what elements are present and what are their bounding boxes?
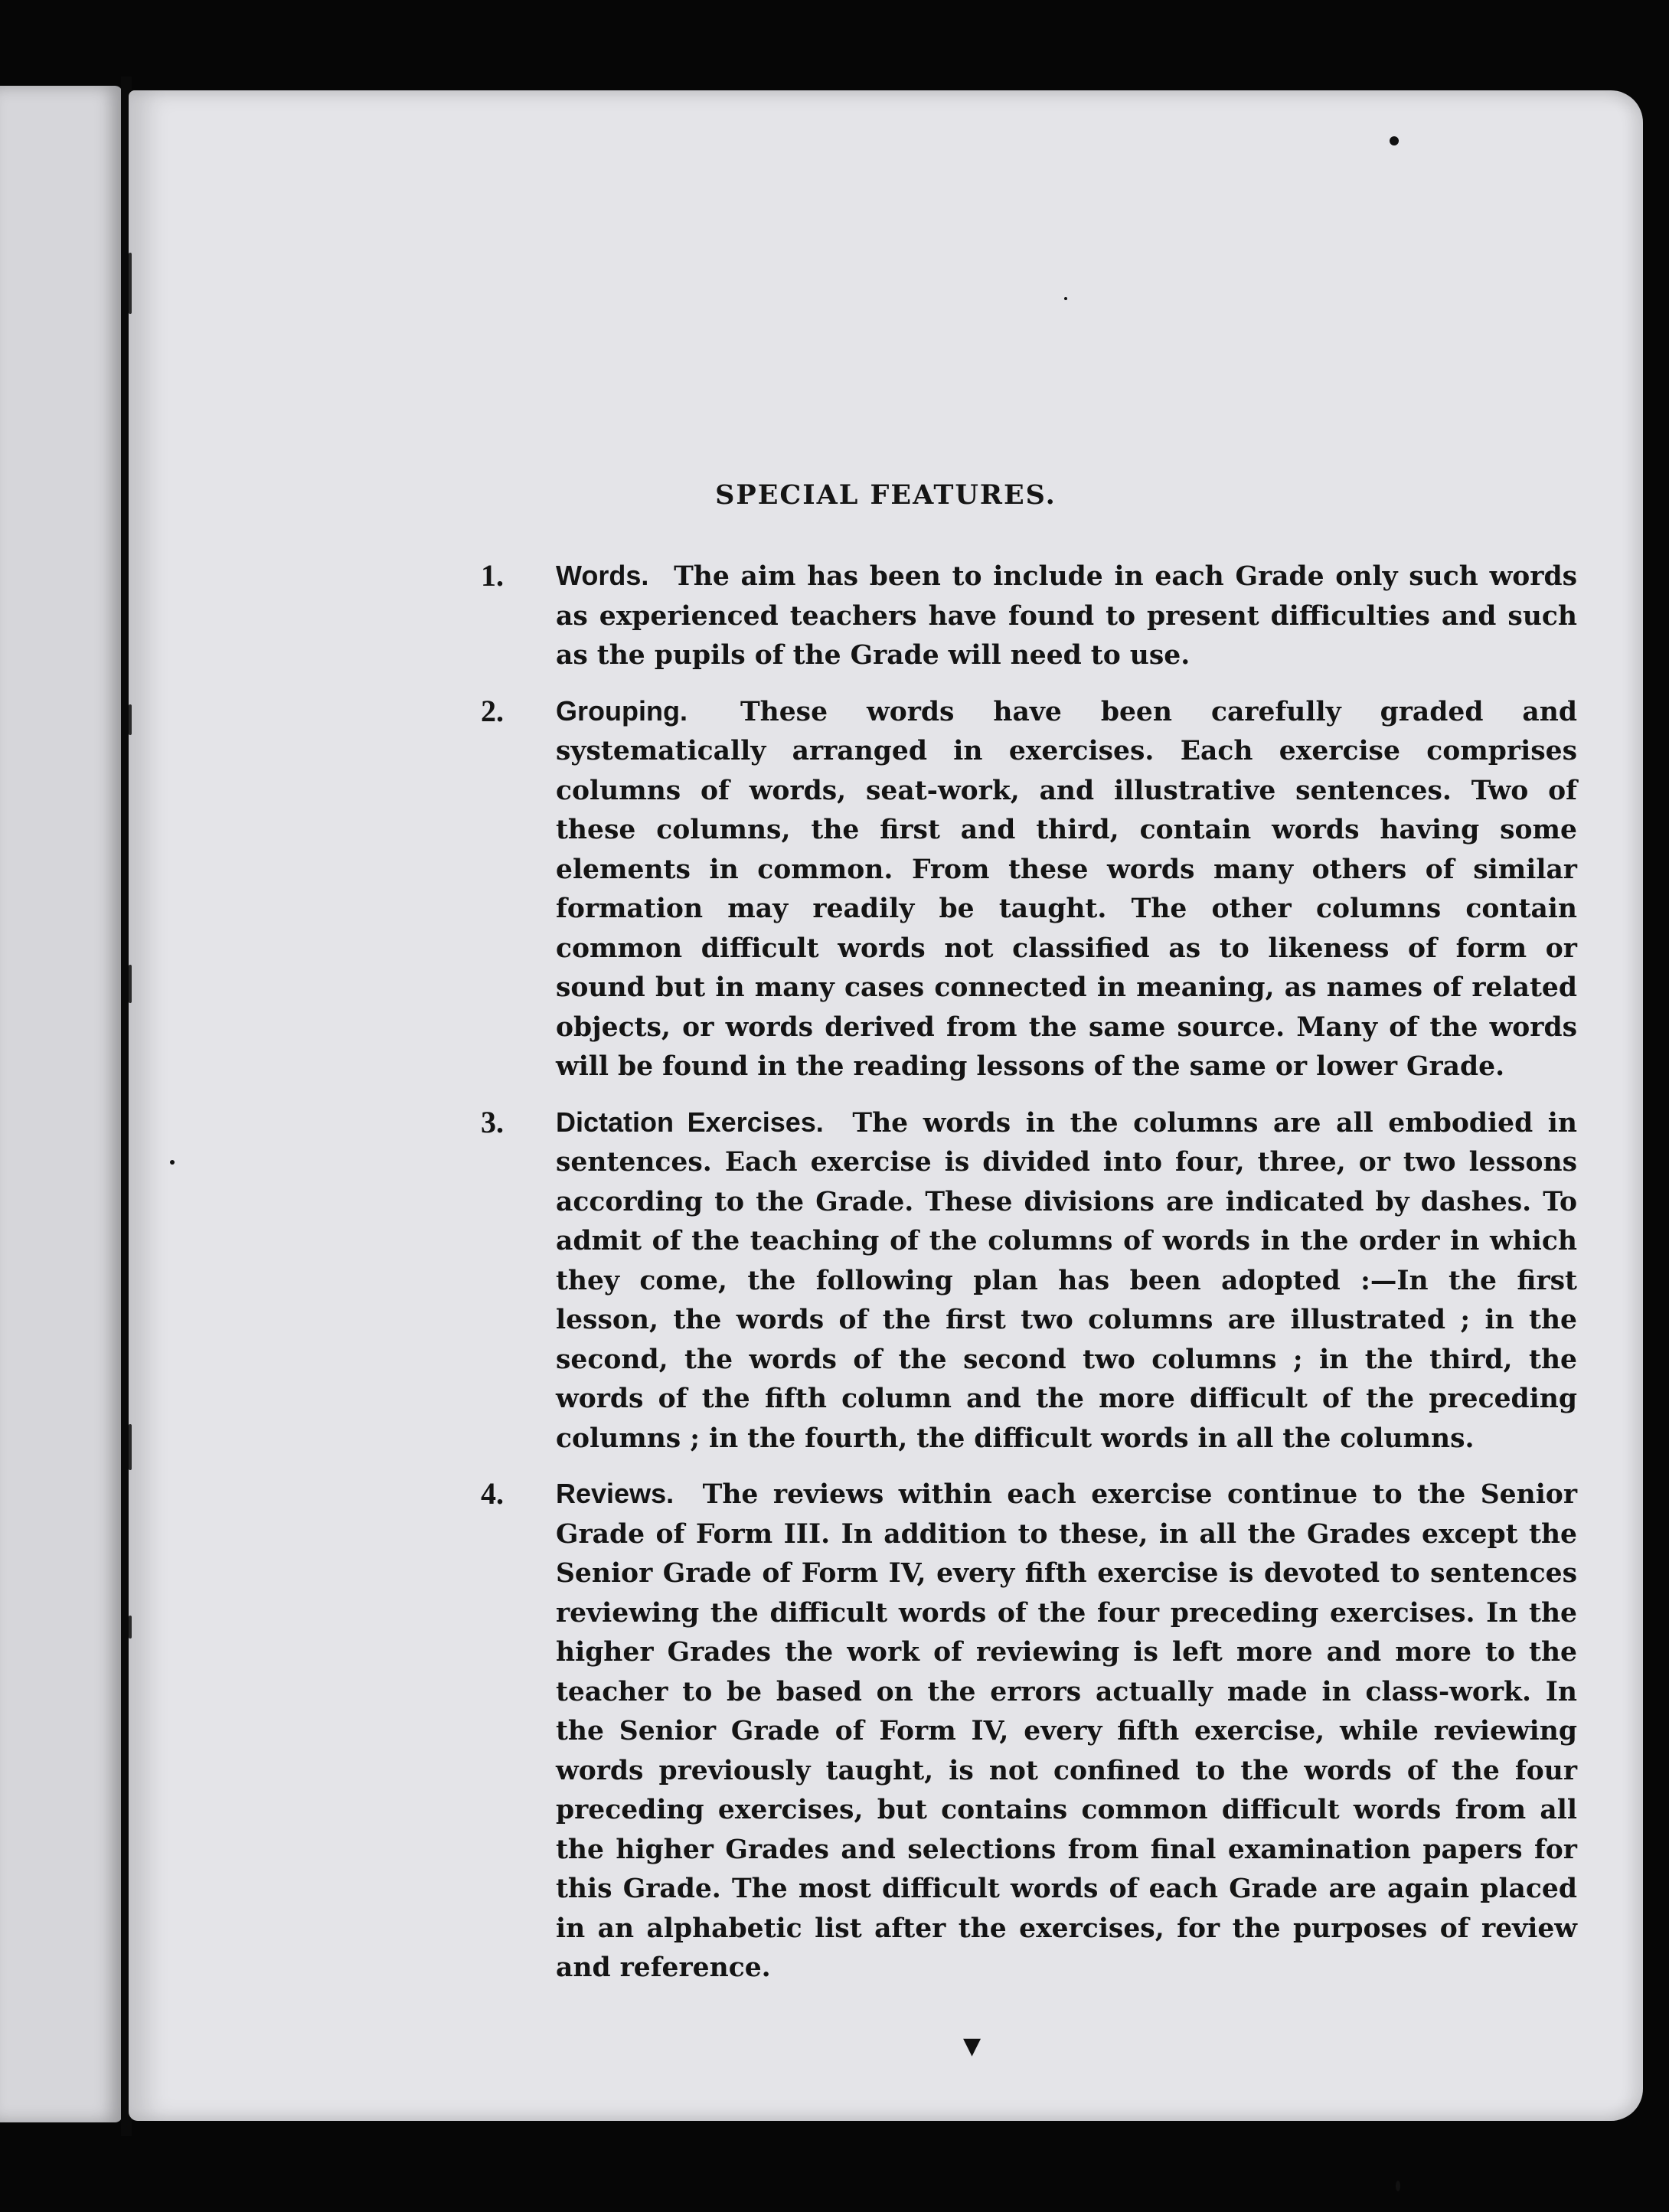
margin-mark [129,1424,132,1470]
feature-item [481,556,1577,676]
footer-mark: ▼ [963,2033,981,2060]
feature-list [481,556,1577,2004]
feature-number: 1. [481,558,504,593]
feature-heading: Grouping. [556,694,688,727]
feature-heading: Words. [556,560,649,591]
book-page [129,90,1643,2121]
feature-number: 2. [481,693,504,728]
feature-text: The aim has been to include in each Grade only such words as experienced teachers have found to present difficulties and such as the pupils of the Grade will need to use. [556,561,1578,671]
page-speck [1396,2181,1400,2191]
feature-text: The reviews within each exercise continue to the Senior Grade of Form III. In addition to these, in all the Grades except the Senior Grade of Form IV, every fifth exercise is devoted to sentences reviewing the difficult words of the four preceding exercises. In the higher Grades the work of reviewing is left more and more to the teacher to be based on the errors actually made in class-work. In the Senior Grade of Form IV, every fifth exercise, while reviewing words previously taught, is not confined to the words of the four preceding exercises, but contains common difficult words from all the higher Grades and selections from final examination papers for this Grade. The most difficult words of each Grade are again placed in an alphabetic list after the exercises, for the purposes of review and reference. [556,1479,1577,1983]
feature-item [481,1103,1577,1459]
margin-mark [129,965,132,1003]
feature-text: The words in the columns are all embodied in sentences. Each exercise is divided into four, three, or two lessons according to the Grade. These divisions are indicated by dashes. To admit of the teaching of the columns of words in the order in which they come, the following plan has been adopted :—In the first lesson, the words of the first two columns are illustrated ; in the second, the words of the second two columns ; in the third, the words of the fifth column and the more difficult of the preceding columns ; in the fourth, the difficult words in all the columns. [556,1107,1577,1454]
feature-number: 3. [481,1104,504,1139]
feature-text: These words have been carefully graded and systematically arranged in exercises. Each exercise comprises columns of words, seat-work, and illustrative sentences. Two of these columns, the first and third, contain words having some elements in common. From these words many others of similar formation may readily be taught. The other columns contain common difficult words not classified as to likeness of form or sound but in many cases connected in meaning, as names of related objects, or words derived from the same source. Many of the words will be found in the reading lessons of the same or lower Grade. [556,696,1577,1082]
facing-page-edge [0,86,122,2122]
feature-number: 4. [481,1476,504,1511]
margin-mark [129,704,132,735]
margin-mark [129,1616,132,1639]
feature-heading: Reviews. [556,1478,674,1509]
feature-item [481,691,1577,1087]
page-speck [170,1160,175,1165]
feature-item [481,1474,1577,1988]
margin-mark [129,253,132,314]
page-speck [1390,136,1399,145]
page-speck [1064,297,1067,300]
page-title: SPECIAL FEATURES. [715,479,1057,511]
feature-heading: Dictation Exercises. [556,1106,824,1138]
